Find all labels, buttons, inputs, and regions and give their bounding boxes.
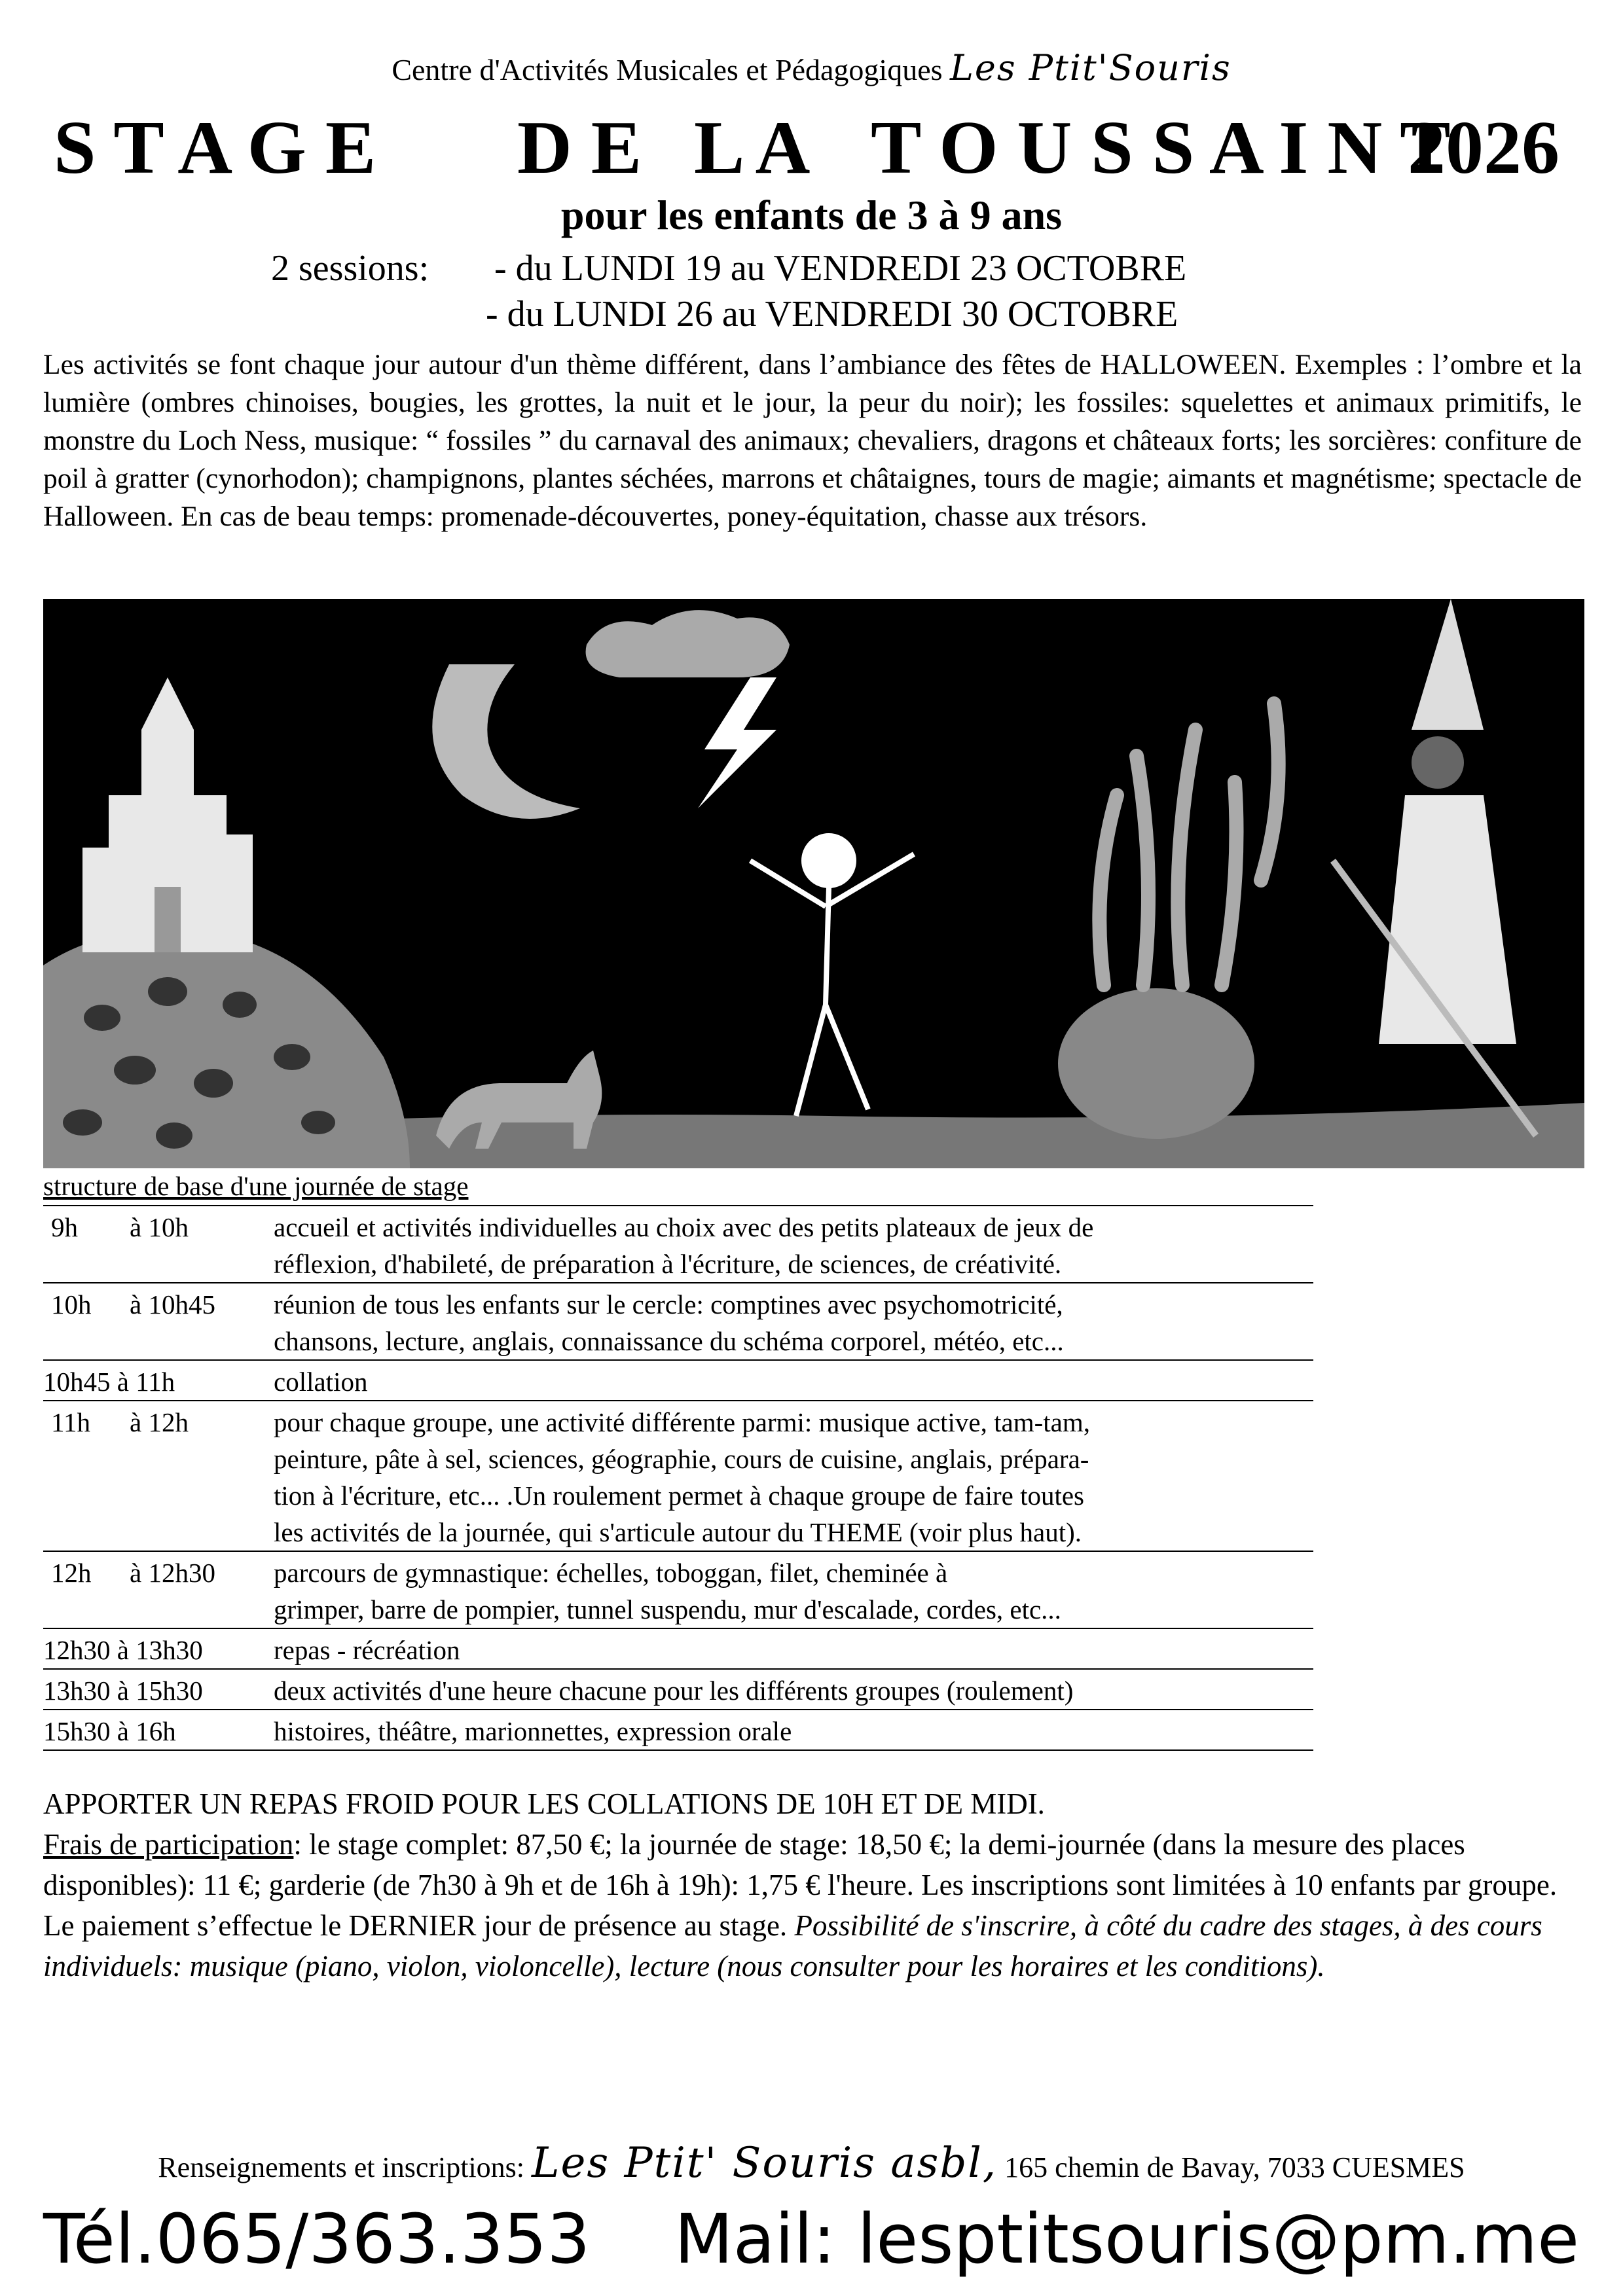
contact-address: 165 chemin de Bavay, 7033 CUESMES [1004, 2151, 1465, 2183]
schedule-row [43, 1401, 1313, 1552]
row-desc-line: collation [274, 1367, 368, 1397]
cauldron-flames [1099, 704, 1278, 985]
session-1: - du LUNDI 19 au VENDREDI 23 OCTOBRE [494, 248, 1187, 289]
row-desc-line: pour chaque groupe, une activité différente parmi: musique active, tam-tam, [274, 1407, 1090, 1437]
schedule-row [43, 1710, 1313, 1751]
fees-paragraph [43, 1824, 1582, 1986]
title-word-toussaint: T O U S S A I N T [871, 106, 1451, 190]
row-desc-line: deux activités d'une heure chacune pour les différents groupes (roulement) [274, 1676, 1074, 1706]
schedule-row [43, 1206, 1313, 1283]
hill-shape [43, 931, 410, 1168]
halloween-scene-drawing [43, 599, 1584, 1168]
lightning-bolt [698, 677, 776, 808]
row-desc-line: réunion de tous les enfants sur le cercle: comptines avec psychomotricité, [274, 1289, 1063, 1319]
phone-number: Tél.065/363.353 [43, 2199, 591, 2279]
row-desc-line: chansons, lecture, anglais, connaissance du schéma corporel, météo, etc... [274, 1326, 1064, 1356]
row-desc-line: parcours de gymnastique: échelles, toboggan, filet, cheminée à [274, 1558, 948, 1588]
schedule-row [43, 1552, 1313, 1629]
cloud-shape [586, 610, 790, 677]
row-start: 12h30 à 13h30 [43, 1635, 203, 1665]
sessions-label: 2 sessions: [271, 248, 429, 289]
centre-line [0, 47, 1623, 88]
page-title [39, 105, 1584, 203]
row-start: 13h30 à 15h30 [43, 1676, 203, 1706]
row-desc-line: peinture, pâte à sel, sciences, géographie, cours de cuisine, anglais, prépara- [274, 1444, 1089, 1474]
row-start: 11h [51, 1407, 90, 1437]
row-desc-line: accueil et activités individuelles au choix avec des petits plateaux de jeux de [274, 1212, 1094, 1242]
witch-drawing [1333, 599, 1536, 1136]
row-desc-line: réflexion, d'habileté, de préparation à l'écriture, de sciences, de créativité. [274, 1249, 1062, 1279]
row-end: à 12h [130, 1407, 189, 1437]
contact-line [0, 2139, 1623, 2187]
halloween-illustration [43, 599, 1584, 1168]
fees-italic-note: Possibilité de s'inscrire, à côté du cadre des stages, à des cours individuels: musique (piano, violon, violoncelle), lecture (nous consulter pour les horaires et les conditions). [43, 1909, 1542, 1982]
moon-shape [432, 664, 580, 819]
contact-label: Renseignements et inscriptions: [158, 2151, 525, 2183]
row-start: 10h [51, 1289, 92, 1319]
subtitle: pour les enfants de 3 à 9 ans [560, 192, 1063, 238]
schedule-row [43, 1629, 1313, 1670]
castle-drawing [82, 677, 253, 952]
fees-label: Frais de participation [43, 1828, 294, 1861]
brand-logo: Les Ptit'Souris [950, 47, 1231, 88]
footer-info [43, 1784, 1582, 1986]
schedule-row [43, 1670, 1313, 1710]
skeleton-drawing [750, 836, 914, 1116]
session-2: - du LUNDI 26 au VENDREDI 30 OCTOBRE [486, 294, 1178, 334]
schedule-heading: structure de base d'une journée de stage [43, 1167, 1313, 1206]
contact-brand-logo: Les Ptit' Souris asbl, [532, 2139, 998, 2187]
row-start: 12h [51, 1558, 92, 1588]
day-schedule [43, 1167, 1313, 1751]
title-word-de: D E [517, 106, 642, 190]
row-desc-line: grimper, barre de pompier, tunnel suspendu, mur d'escalade, cordes, etc... [274, 1594, 1061, 1624]
schedule-row [43, 1361, 1313, 1401]
cauldron-drawing [1058, 988, 1254, 1139]
row-start: 15h30 à 16h [43, 1716, 176, 1746]
row-desc-line: histoires, théâtre, marionnettes, expression orale [274, 1716, 792, 1746]
email-address: Mail: lesptitsouris@pm.me [674, 2199, 1580, 2279]
centre-name: Centre d'Activités Musicales et Pédagogiques [392, 53, 943, 86]
title-word-stage: S T A G E [54, 106, 376, 190]
row-desc-line: tion à l'écriture, etc... .Un roulement permet à chaque groupe de faire toutes [274, 1480, 1085, 1511]
fees-text: : le stage complet: 87,50 €; la journée de stage: 18,50 €; la demi-journée (dans la mesure des places disponibles): 11 €; garderie (de 7h30 à 9h et de 16h à 19h): 1,75 € l'heure. Les inscriptions sont limitées à 10 enfants par groupe. Le paiement s’effectue le DERNIER jour de présence au stage. [43, 1828, 1558, 1942]
row-end: à 12h30 [130, 1558, 215, 1588]
schedule-row [43, 1283, 1313, 1361]
row-start: 9h [51, 1212, 78, 1242]
meal-note: APPORTER UN REPAS FROID POUR LES COLLATIONS DE 10H ET DE MIDI. [43, 1787, 1045, 1820]
row-start: 10h45 à 11h [43, 1367, 175, 1397]
row-desc-line: repas - récréation [274, 1635, 460, 1665]
row-end: à 10h [130, 1212, 189, 1242]
title-year: 2026 [1408, 106, 1559, 190]
row-end: à 10h45 [130, 1289, 215, 1319]
activities-description: Les activités se font chaque jour autour d'un thème différent, dans l’ambiance des fêtes de HALLOWEEN. Exemples : l’ombre et la lumière (ombres chinoises, bougies, les grottes, la nuit et le jour, la peur du noir); les fossiles: squelettes et animaux primitifs, le monstre du Loch Ness, musique: “ fossiles ” du carnaval des animaux; chevaliers, dragons et châteaux forts; les sorcières: confiture de poil à gratter (cynorhodon); champignons, plantes séchées, marrons et châtaignes, tours de magie; aimants et magnétisme; spectacle de Halloween. En cas de beau temps: promenade-découvertes, poney-équitation, chasse aux trésors. [43, 349, 1582, 532]
row-desc-line: les activités de la journée, qui s'articule autour du THEME (voir plus haut). [274, 1517, 1082, 1547]
title-word-la: L A [694, 106, 811, 190]
